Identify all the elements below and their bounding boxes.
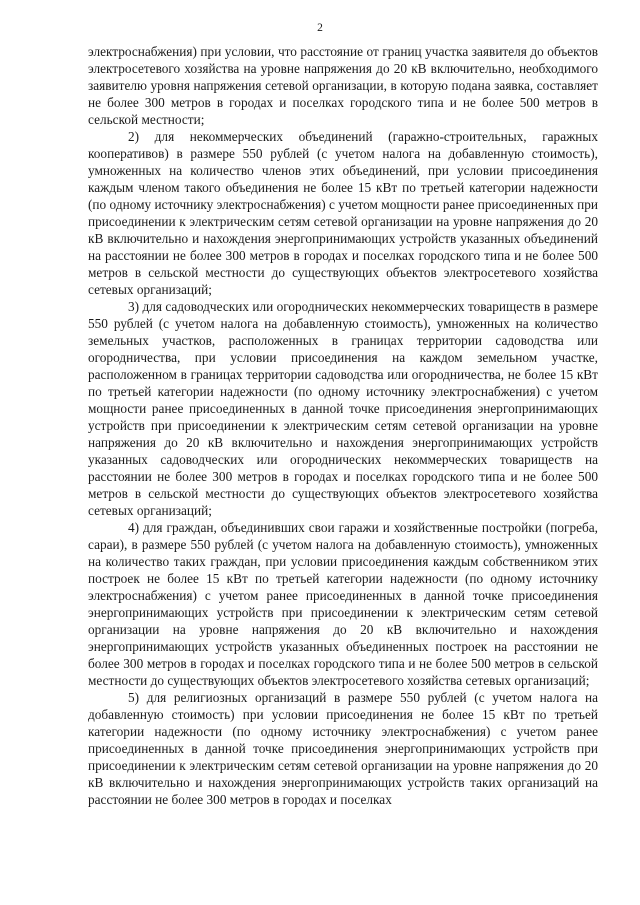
paragraph-item-5: 5) для религиозных организаций в размере 550 рублей (с учетом налога на добавленную стоимость) при условии присоединения не более 15 кВт по третьей категории надежности (по одному источнику электроснабжения) с учетом ранее присоединенных в данной точке присоединения энергопринимающих устройств при присоединении к электрическим сетям сетевой организации на уровне напряжения до 20 кВ включительно и нахождения энергопринимающих устройств таких организаций на расстоянии не более 300 метров в городах и поселках (88, 690, 598, 807)
paragraph-item-3: 3) для садоводческих или огороднических некоммерческих товариществ в размере 550 рублей (с учетом налога на добавленную стоимость), умноженных на количество земельных участков, расположенных в границах территории садоводства или огородничества, при условии присоединения на каждом земельном участке, расположенном в границах территории садоводства или огородничества, не более 15 кВт по третьей категории надежности (по одному источнику электроснабжения) с учетом мощности ранее присоединенных в данной точке присоединения энергопринимающих устройств при присоединении к электрическим сетям сетевой организации на уровне напряжения до 20 кВ включительно и нахождения энергопринимающих устройств указанных садоводческих или огороднических некоммерческих товариществ на расстоянии не более 300 метров в городах и поселках городского типа и не более 500 метров в сельской местности до существующих объектов электросетевого хозяйства сетевых организаций; (88, 299, 598, 518)
paragraph-item-4: 4) для граждан, объединивших свои гаражи и хозяйственные постройки (погреба, сараи), в размере 550 рублей (с учетом налога на добавленную стоимость), умноженных на количество таких граждан, при условии присоединения каждым собственником этих построек не более 15 кВт по третьей категории надежности (по одному источнику электроснабжения) с учетом ранее присоединенных в данной точке присоединения энергопринимающих устройств при присоединении к электрическим сетям сетевой организации на уровне напряжения до 20 кВ включительно и нахождения энергопринимающих устройств указанных объединенных построек на расстоянии не более 300 метров в городах и поселках городского типа и не более 500 метров в сельской местности до существующих объектов электросетевого хозяйства сетевых организаций; (88, 520, 598, 688)
document-body (88, 43, 598, 808)
paragraph-item-2: 2) для некоммерческих объединений (гаражно-строительных, гаражных кооперативов) в размере 550 рублей (с учетом налога на добавленную стоимость), умноженных на количество членов этих объединений, при условии присоединения каждым членом такого объединения не более 15 кВт по третьей категории надежности (по одному источнику электроснабжения) с учетом мощности ранее присоединенных при присоединении к электрическим сетям сетевой организации на уровне напряжения до 20 кВ включительно и нахождения энергопринимающих устройств указанных объединений на расстоянии не более 300 метров в городах и поселках городского типа и не более 500 метров в сельской местности до существующих объектов электросетевого хозяйства сетевых организаций; (88, 129, 598, 297)
page-number: 2 (317, 22, 323, 34)
paragraph-continuation: электроснабжения) при условии, что расстояние от границ участка заявителя до объектов электросетевого хозяйства на уровне напряжения до 20 кВ включительно, необходимого заявителю уровня напряжения сетевой организации, в которую подана заявка, составляет не более 300 метров в городах и поселках городского типа и не более 500 метров в сельской местности; (88, 44, 598, 127)
